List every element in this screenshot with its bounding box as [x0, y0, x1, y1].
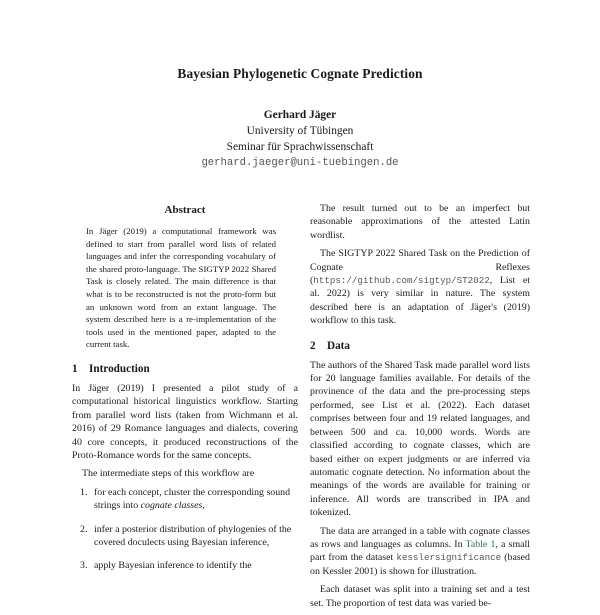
list-item — [72, 486, 298, 513]
list-item — [72, 523, 298, 550]
left-column — [72, 202, 298, 583]
right-column — [310, 202, 530, 615]
paragraph-text: . Each dataset comprises between four and 19 related languages, and between 500 and ca. 10,000 words. Words are classified according to cognate classes, which are based either on expert judgments or are inferred via automatic cognate detection. No information about the meanings of the words are available for training or inference. All words are transcribed in IPA and tokenized. — [310, 399, 531, 519]
affiliation-university: University of Tübingen — [246, 125, 354, 137]
paragraph-text: , — [489, 275, 500, 287]
section-heading-data — [310, 340, 530, 352]
list-item-text-end: , — [202, 500, 205, 512]
intro-paragraph-1: In Jäger (2019) I presented a pilot study of a computational historical linguistics workflow. Starting from parallel word lists (taken from Wichmann et al. 2016) of 29 Romance languages and dialects, covering 40 core concepts, it produced reconstructions of the Proto-Romance words for the same concepts. — [72, 382, 298, 461]
author-name: Gerhard Jäger — [263, 109, 337, 121]
author-block — [0, 107, 600, 171]
list-item-number: 3. — [80, 560, 88, 572]
list-item-emphasis: cognate classes — [140, 500, 203, 512]
section-title: Data — [327, 339, 350, 352]
list-item-text: infer a posterior distribution of phylogenies of the covered doculects using Bayesian inference, — [94, 523, 292, 548]
list-item-number: 2. — [80, 523, 88, 535]
intro-paragraph-2: The intermediate steps of this workflow are — [82, 468, 255, 480]
section-number: 2 — [310, 339, 316, 352]
shared-task-paragraph — [310, 247, 530, 327]
result-paragraph: The result turned out to be an imperfect but reasonable approximations of the attested Latin wordlist. — [310, 203, 530, 241]
list-item-number: 1. — [80, 486, 88, 498]
abstract-heading: Abstract — [164, 204, 206, 216]
paragraph-text: ) is very similar in nature. The system described here is an adaptation of Jäger's (2019) workflow to this task. — [310, 288, 530, 327]
affiliation-seminar: Seminar für Sprachwissenschaft — [226, 141, 374, 153]
abstract-text: In Jäger (2019) a computational framework was defined to start from parallel word lists of related languages and infer the corresponding vocabulary of the shared proto-language. The SIGTYP 2022 Shared Task is closely related. The main difference is that what is to be reconstructed is not the proto-form but an unknown word from an extant language. The system described here is a re-implementation of the tools used in the mentioned paper, adapted to the current task. — [86, 226, 276, 350]
paragraph-text: , a small part from the dataset — [310, 538, 530, 564]
list-item-text: apply Bayesian inference to identify the — [94, 560, 252, 572]
list-item — [72, 559, 298, 572]
workflow-steps-list — [72, 486, 298, 573]
section-heading-introduction — [72, 363, 298, 375]
data-paragraph-1 — [310, 359, 530, 520]
paragraph-text: The SIGTYP 2022 Shared Task on the Prediction of Cognate Reflexes ( — [310, 248, 530, 287]
author-email[interactable]: gerhard.jaeger@uni-tuebingen.de — [201, 157, 399, 169]
section-title: Introduction — [89, 362, 150, 375]
section-number: 1 — [72, 362, 78, 375]
data-paragraph-2 — [310, 525, 530, 579]
paragraph-text: The authors of the Shared Task made parallel word lists for 20 language families available. For details of the provinence of the data and the pre-processing steps performed, see — [310, 359, 530, 411]
paragraph-text: (based on Kessler 2001) is shown for illustration. — [310, 552, 530, 577]
shared-task-url-link[interactable]: https://github.com/sigtyp/ST2022 — [313, 275, 490, 287]
paper-title: Bayesian Phylogenetic Cognate Prediction — [177, 66, 423, 81]
citation-link[interactable]: List et al. (2022) — [382, 399, 465, 411]
dataset-name: kesslersignificance — [396, 552, 502, 564]
table-reference-link[interactable]: Table 1 — [465, 538, 496, 550]
citation-link[interactable]: List et al. 2022 — [310, 275, 530, 300]
data-paragraph-3: Each dataset was split into a training set and a test set. The proportion of test data was varied be- — [310, 584, 530, 609]
list-item-text: for each concept, cluster the corresponding sound strings into — [94, 486, 291, 512]
paragraph-text: The data are arranged in a table with cognate classes as rows and languages as columns. In — [310, 525, 530, 550]
